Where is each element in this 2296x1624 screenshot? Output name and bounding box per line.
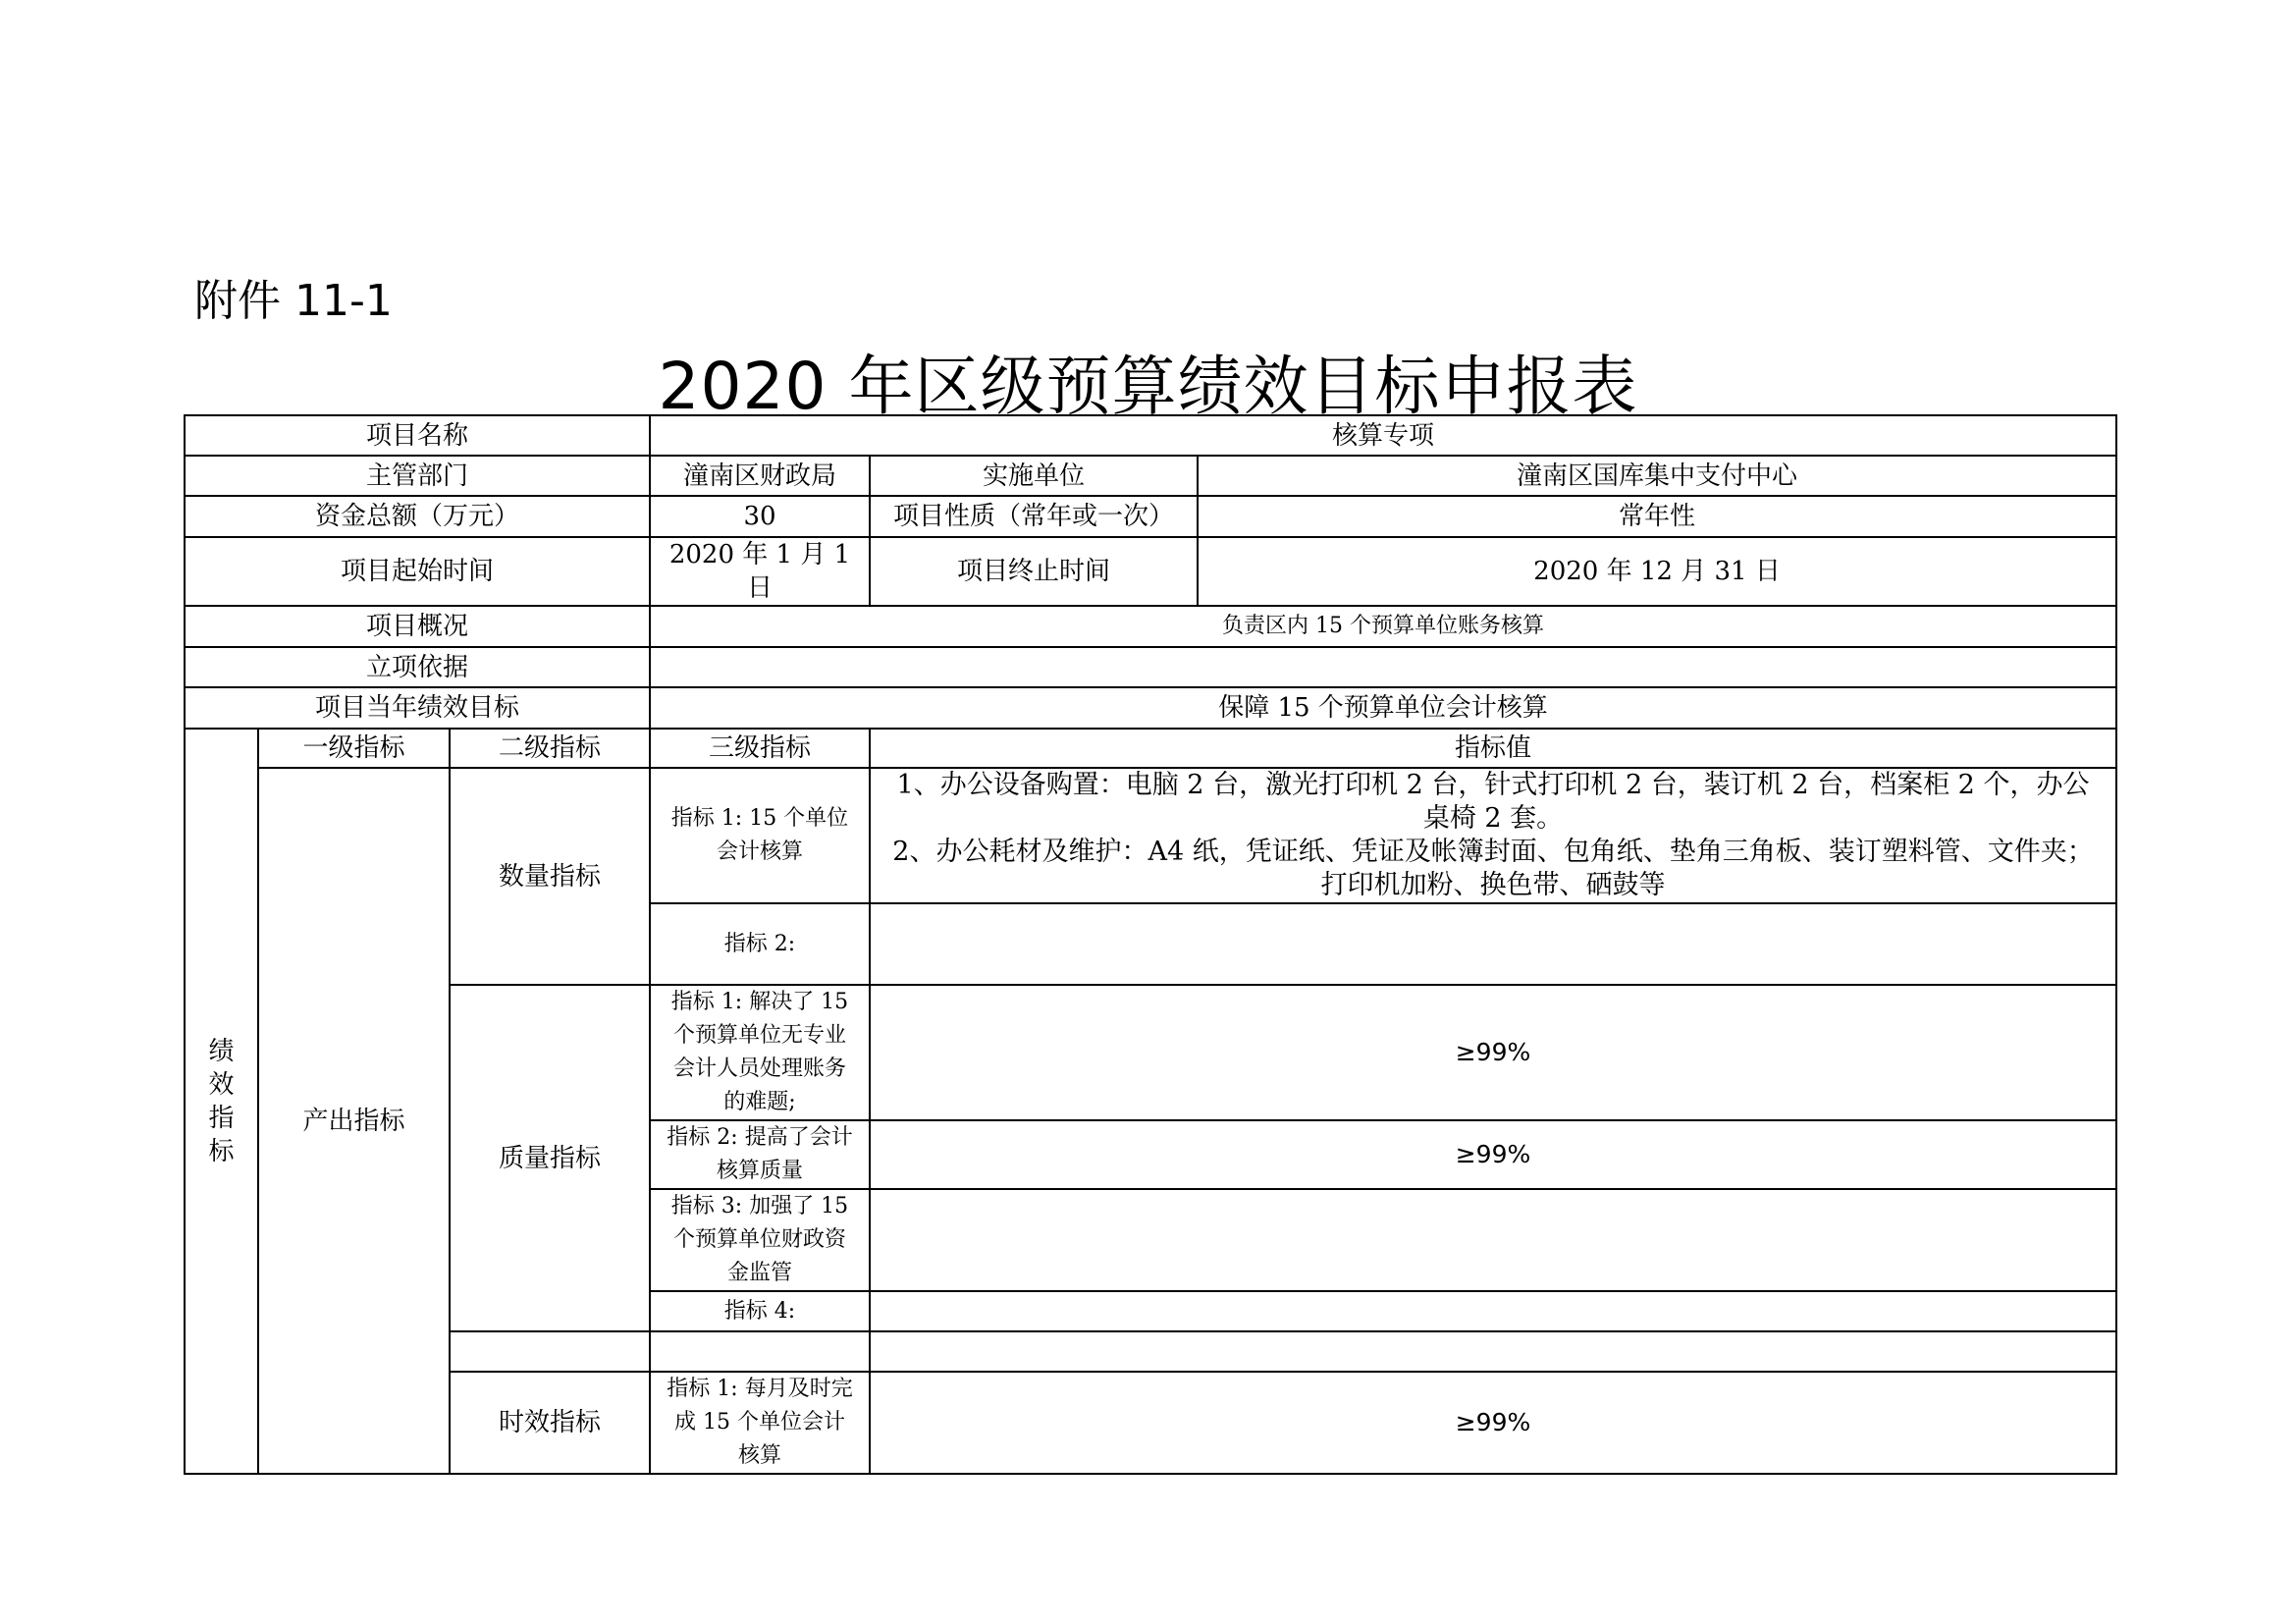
nature-label: 项目性质（常年或一次） [870, 496, 1198, 537]
timeliness-item-1-name: 指标 1: 每月及时完成 15 个单位会计核算 [650, 1372, 870, 1474]
blank-value [870, 1331, 2116, 1372]
quantity-item-1-name: 指标 1: 15 个单位会计核算 [650, 768, 870, 903]
header-level1: 一级指标 [258, 729, 450, 768]
section-label-char: 效 [208, 1069, 235, 1100]
blank-level2 [450, 1331, 650, 1372]
end-value: 2020 年 12 月 31 日 [1198, 537, 2116, 606]
row-overview [185, 606, 2116, 647]
goal-label: 项目当年绩效目标 [185, 687, 650, 729]
quality-item-3-name: 指标 3: 加强了 15 个预算单位财政资金监管 [650, 1189, 870, 1291]
start-value: 2020 年 1 月 1 日 [650, 537, 870, 606]
dept-label: 主管部门 [185, 456, 650, 496]
row-blank [185, 1331, 2116, 1372]
quality-item-4-value [870, 1291, 2116, 1331]
level2-quality: 质量指标 [450, 985, 650, 1331]
header-level2: 二级指标 [450, 729, 650, 768]
dept-value: 潼南区财政局 [650, 456, 870, 496]
quantity-item-1-value-line1: 1、办公设备购置：电脑 2 台，激光打印机 2 台，针式打印机 2 台，装订机 2 台，档案柜 2 个，办公桌椅 2 套。 [896, 770, 2090, 834]
row-timeliness-1 [185, 1372, 2116, 1474]
attachment-label: 附件 11-1 [194, 276, 393, 326]
quantity-item-1-value-line2: 2、办公耗材及维护：A4 纸，凭证纸、凭证及帐簿封面、包角纸、垫角三角板、装订塑料管、文件夹；打印机加粉、换色带、硒鼓等 [892, 837, 2094, 900]
quality-item-4-name: 指标 4: [650, 1291, 870, 1331]
quality-item-1-name: 指标 1: 解决了 15 个预算单位无专业会计人员处理账务的难题; [650, 985, 870, 1120]
section-label-char: 绩 [208, 1036, 235, 1066]
timeliness-item-1-value: ≥99% [870, 1372, 2116, 1474]
overview-label: 项目概况 [185, 606, 650, 647]
project-name-label: 项目名称 [185, 415, 650, 456]
quantity-item-1-value [870, 768, 2116, 903]
quality-item-3-value [870, 1189, 2116, 1291]
quality-item-2-name: 指标 2: 提高了会计核算质量 [650, 1120, 870, 1189]
header-level3: 三级指标 [650, 729, 870, 768]
goal-value: 保障 15 个预算单位会计核算 [650, 687, 2116, 729]
quantity-item-2-value [870, 903, 2116, 985]
quality-item-2-value: ≥99% [870, 1120, 2116, 1189]
row-indicator-headers [185, 729, 2116, 768]
performance-target-form [184, 414, 2117, 1475]
level1-output: 产出指标 [258, 768, 450, 1474]
fund-label: 资金总额（万元） [185, 496, 650, 537]
section-label-performance-indicators [185, 729, 258, 1474]
fund-value: 30 [650, 496, 870, 537]
start-label: 项目起始时间 [185, 537, 650, 606]
section-label-char: 标 [208, 1136, 235, 1166]
basis-label: 立项依据 [185, 647, 650, 687]
quantity-item-2-name: 指标 2: [650, 903, 870, 985]
project-name-value: 核算专项 [650, 415, 2116, 456]
level2-quantity: 数量指标 [450, 768, 650, 985]
blank-level3 [650, 1331, 870, 1372]
quality-item-1-value: ≥99% [870, 985, 2116, 1120]
page-title: 2020 年区级预算绩效目标申报表 [658, 349, 1638, 424]
header-value: 指标值 [870, 729, 2116, 768]
section-label-char: 指 [208, 1103, 235, 1133]
basis-value [650, 647, 2116, 687]
row-quantity-1 [185, 768, 2116, 903]
unit-value: 潼南区国库集中支付中心 [1198, 456, 2116, 496]
row-fund [185, 496, 2116, 537]
row-dept [185, 456, 2116, 496]
row-project-name [185, 415, 2116, 456]
nature-value: 常年性 [1198, 496, 2116, 537]
end-label: 项目终止时间 [870, 537, 1198, 606]
overview-value: 负责区内 15 个预算单位账务核算 [650, 606, 2116, 647]
row-goal [185, 687, 2116, 729]
row-dates [185, 537, 2116, 606]
level2-timeliness: 时效指标 [450, 1372, 650, 1474]
row-basis [185, 647, 2116, 687]
row-quality-1 [185, 985, 2116, 1120]
unit-label: 实施单位 [870, 456, 1198, 496]
